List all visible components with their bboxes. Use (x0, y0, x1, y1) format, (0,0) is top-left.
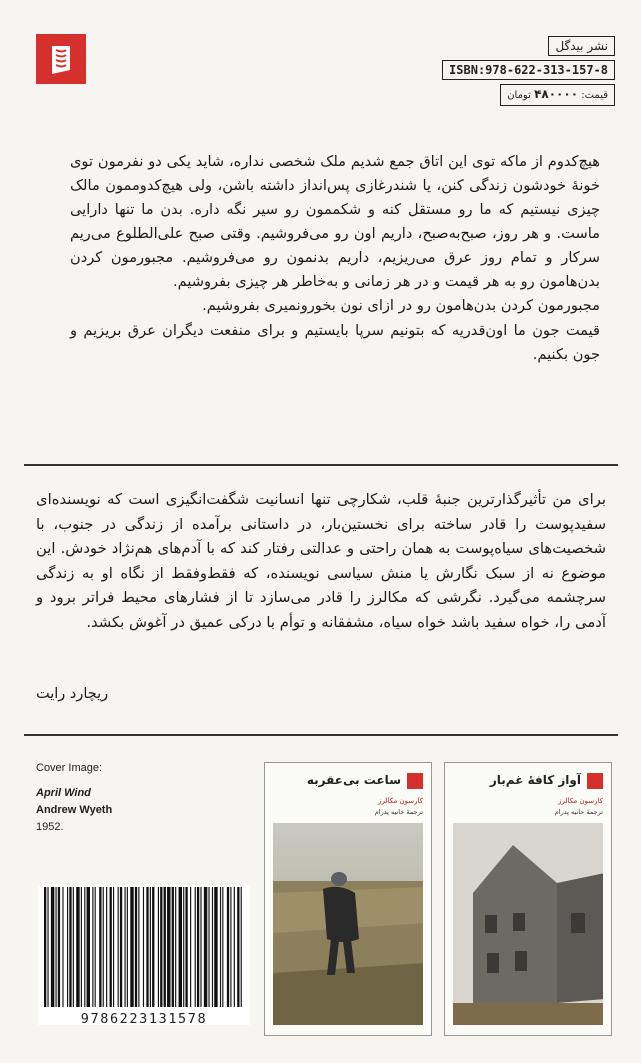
related-book-cover (444, 762, 612, 1036)
isbn: ISBN:978-622-313-157-8 (442, 60, 615, 80)
cover-painting-field (273, 823, 423, 1025)
price-value: ۴۸۰۰۰۰ (534, 87, 579, 101)
cover-year: 1952. (36, 821, 64, 833)
isbn-barcode (38, 885, 250, 1025)
review-signature: ریچارد رایت (36, 686, 109, 702)
cover-artist: Andrew Wyeth (36, 804, 113, 816)
excerpt-paragraph: قیمت جون ما اون‌قدریه که بتونیم سرپا بایستیم و برای منفعت دیگران عرق بریزیم و جون بکنیم. (70, 322, 600, 364)
section-divider (24, 464, 618, 466)
book-excerpt (70, 150, 600, 368)
feather-logo-icon (36, 34, 86, 84)
cover-credit-label: Cover Image: (36, 762, 103, 774)
related-book-translator: ترجمۀ حانیه پدرام (374, 808, 423, 816)
publisher-mini-logo-icon (587, 773, 603, 789)
publisher-mini-logo-icon (407, 773, 423, 789)
section-divider (24, 734, 618, 736)
cover-credit (36, 760, 112, 836)
publisher-name: نشر بیدگل (548, 36, 615, 56)
review-text: برای من تأثیرگذارترین جنبۀ قلب، شکارچی تنها انسانیت شگفت‌انگیزی است که نویسنده‌ای سفیدپوست را قادر ساخته برای نخستین‌بار، در داستانی برآمده از زندگی در جنوب، با شخصیت‌های سیاه‌پوست به همان راحتی و عدالتی رفتار کند که با آدم‌های هم‌نژاد خودش. این موضوع نه از سبک نگارش یا منش سیاسی نویسنده، که فقط‌وفقط از نگاه او به زندگی سرچشمه می‌گیرد. نگرشی که مکالرز را قادر می‌سازد تا از فشارهای محیط فراتر برود و آدمی را، خواه سفید باشد خواه سیاه، مشفقانه و توأم با درکی عمیق در آغوش بکشد. (36, 491, 606, 631)
excerpt-paragraph: مجبورمون کردن بدن‌هامون رو در ازای نون بخورونمیری بفروشیم. (202, 297, 600, 315)
price-label: قیمت: (581, 90, 608, 101)
price-unit: تومان (507, 90, 531, 101)
cover-art-title: April Wind (36, 787, 91, 799)
related-book-cover (264, 762, 432, 1036)
price (500, 84, 615, 106)
barcode-digits: 9786223131578 (80, 1011, 208, 1027)
related-book-author: کارسون مکالرز (558, 797, 603, 805)
barcode-bars-icon (42, 887, 247, 1007)
related-book-translator: ترجمۀ حانیه پدرام (554, 808, 603, 816)
book-info-box (425, 36, 615, 110)
related-book-title: ساعت بی‌عقربه (306, 773, 401, 787)
cover-painting-house (453, 823, 603, 1025)
excerpt-paragraph: هیچ‌کدوم از ماکه توی این اتاق جمع شدیم ملک شخصی نداره، شاید یکی دو نفرمون توی خونۀ خودشون زندگی کنن، یا شندرغازی پس‌انداز داشته باشن، ولی هیچ‌کدوممون مالک چیزی نیستیم که ما رو مستقل کنه و شکممون رو سیر نگه داره. بدن ما تنها دارایی ماست. و هر روز، صبح‌به‌صبح، داریم اون رو می‌فروشیم. وقتی صبح علی‌الطلوع می‌ریم سرکار و تمام روز عرق می‌ریزیم، داریم بدنمون رو می‌فروشیم. مجبورمون کردن بدن‌هامون رو به هر قیمت و در هر زمانی و به‌خاطر هر چیزی بفروشیم. (70, 153, 600, 290)
related-book-author: کارسون مکالرز (378, 797, 423, 805)
publisher-logo (36, 34, 86, 84)
related-book-title: آواز کافۀ غم‌بار (489, 773, 581, 787)
